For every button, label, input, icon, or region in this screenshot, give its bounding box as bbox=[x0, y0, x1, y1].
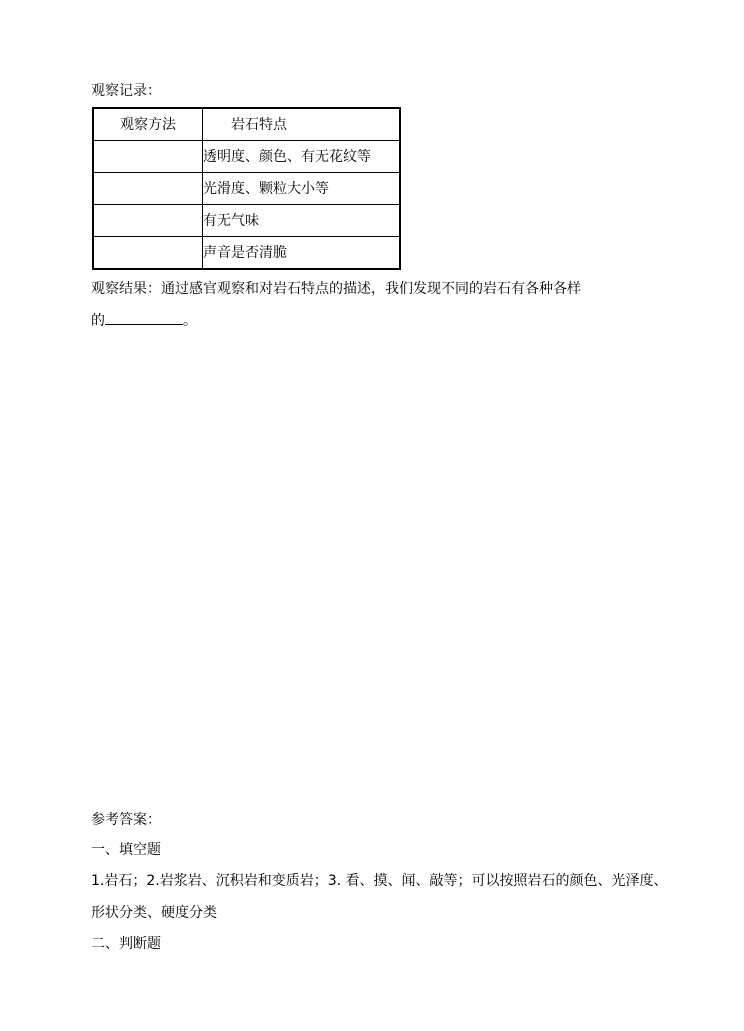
table-row bbox=[93, 237, 400, 270]
header-method: 观察方法 bbox=[93, 108, 203, 141]
result-line-1: 观察结果：通过感官观察和对岩石特点的描述，我们发现不同的岩石有各种各样 bbox=[91, 281, 581, 297]
observation-table bbox=[92, 107, 401, 270]
answers-heading: 参考答案： bbox=[91, 812, 161, 828]
feature-cell: 有无气味 bbox=[203, 205, 401, 237]
method-cell bbox=[93, 205, 203, 237]
result-prefix: 的 bbox=[91, 313, 105, 329]
fill-in-blank bbox=[105, 310, 183, 325]
answer-line-1: 1.岩石；2.岩浆岩、沉积岩和变质岩；3. 看、摸、闻、敲等；可以按照岩石的颜色、光泽度、 bbox=[91, 873, 668, 889]
table-row bbox=[93, 173, 400, 205]
feature-cell: 声音是否清脆 bbox=[203, 237, 401, 270]
record-heading: 观察记录： bbox=[91, 83, 161, 99]
result-line-2 bbox=[91, 310, 197, 331]
table-header-row bbox=[93, 108, 400, 141]
section-true-false: 二、判断题 bbox=[91, 936, 161, 952]
answer-line-2: 形状分类、硬度分类 bbox=[91, 905, 217, 921]
table-row bbox=[93, 141, 400, 173]
table-row bbox=[93, 205, 400, 237]
result-suffix: 。 bbox=[183, 313, 197, 329]
method-cell bbox=[93, 173, 203, 205]
method-cell bbox=[93, 141, 203, 173]
feature-cell: 光滑度、颗粒大小等 bbox=[203, 173, 401, 205]
section-fill-in: 一、填空题 bbox=[91, 842, 161, 858]
feature-cell: 透明度、颜色、有无花纹等 bbox=[203, 141, 401, 173]
header-feature: 岩石特点 bbox=[203, 108, 401, 141]
method-cell bbox=[93, 237, 203, 270]
